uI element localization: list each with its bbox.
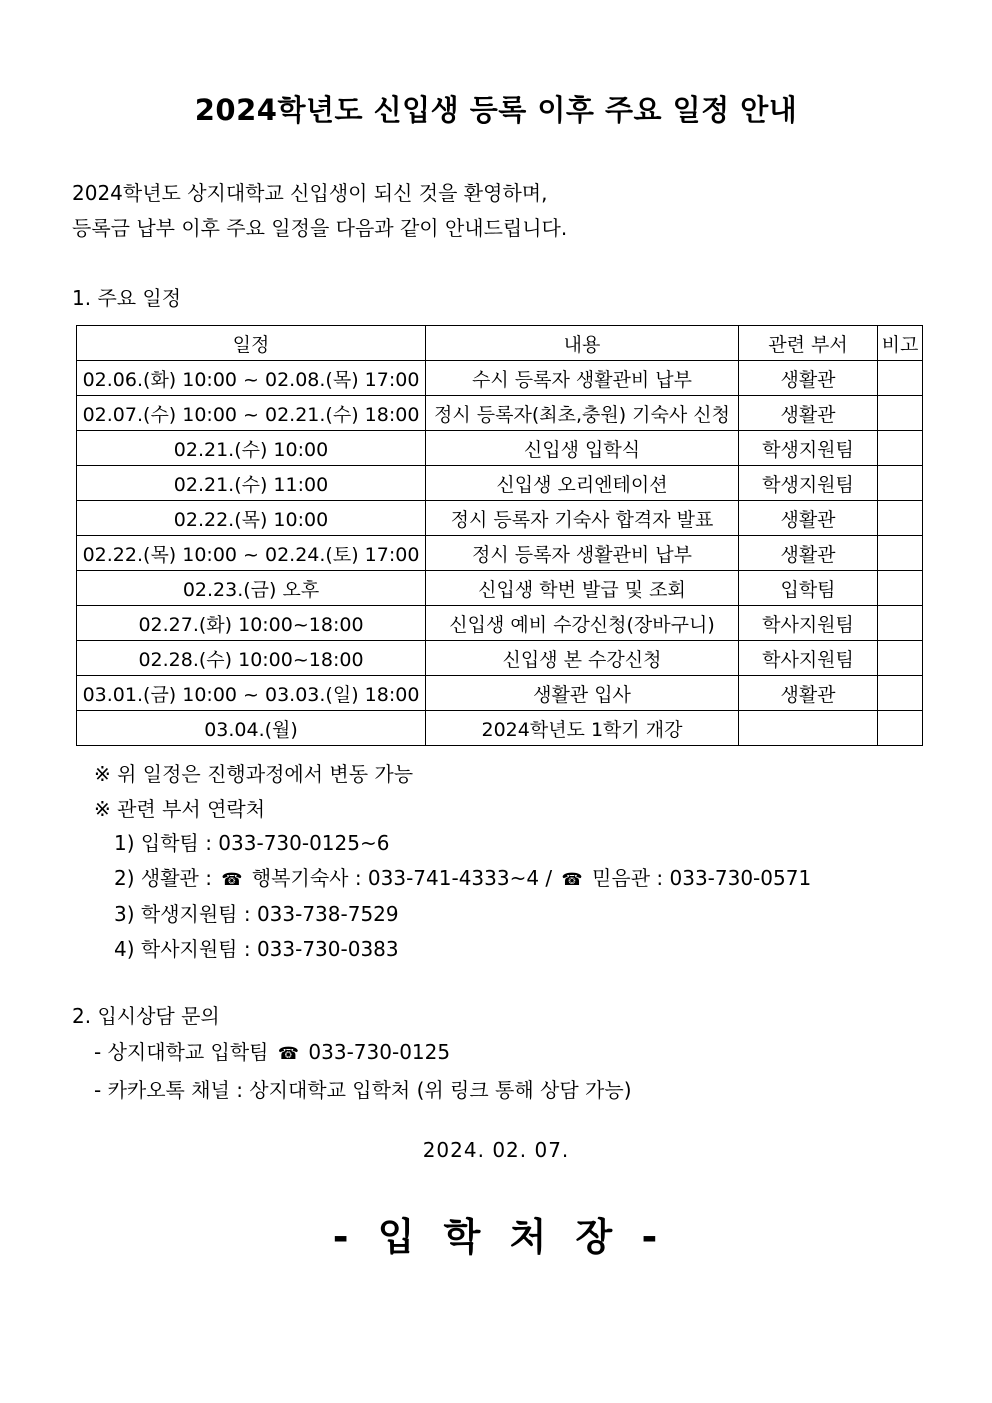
cell-remarks xyxy=(878,641,923,676)
schedule-table xyxy=(76,325,923,746)
cell-schedule: 02.06.(화) 10:00 ~ 02.08.(목) 17:00 xyxy=(77,361,426,396)
cell-content: 신입생 본 수강신청 xyxy=(426,641,739,676)
contact-dormitory-label: 2) 생활관 : xyxy=(114,865,212,890)
signature: - 입 학 처 장 - xyxy=(332,1215,660,1259)
cell-content: 정시 등록자(최초,충원) 기숙사 신청 xyxy=(426,396,739,431)
cell-remarks xyxy=(878,606,923,641)
cell-department: 학생지원팀 xyxy=(739,466,878,501)
cell-remarks xyxy=(878,466,923,501)
section2-heading: 2. 입시상담 문의 xyxy=(72,1004,220,1028)
cell-content: 생활관 입사 xyxy=(426,676,739,711)
table-row xyxy=(77,711,923,746)
cell-remarks xyxy=(878,431,923,466)
phone-icon: ☎ xyxy=(221,869,243,890)
cell-schedule: 03.01.(금) 10:00 ~ 03.03.(일) 18:00 xyxy=(77,676,426,711)
contact-student-support: 3) 학생지원팀 : 033-738-7529 xyxy=(114,902,399,927)
section2-items xyxy=(72,1034,632,1108)
cell-schedule: 02.22.(목) 10:00 ~ 02.24.(토) 17:00 xyxy=(77,536,426,571)
cell-schedule: 02.21.(수) 10:00 xyxy=(77,431,426,466)
phone-icon: ☎ xyxy=(277,1044,300,1064)
cell-department: 학생지원팀 xyxy=(739,431,878,466)
document-date: 2024. 02. 07. xyxy=(422,1138,570,1162)
cell-department: 생활관 xyxy=(739,361,878,396)
contact-dormitory-faith: 믿음관 : 033-730-0571 xyxy=(592,865,812,890)
contact-dormitory-happy: 행복기숙사 : 033-741-4333~4 / xyxy=(251,865,553,890)
consult-admissions xyxy=(94,1034,632,1072)
cell-content: 신입생 예비 수강신청(장바구니) xyxy=(426,606,739,641)
note-contacts-heading: ※ 관련 부서 연락처 xyxy=(94,796,266,821)
table-row xyxy=(77,501,923,536)
cell-remarks xyxy=(878,676,923,711)
cell-content: 2024학년도 1학기 개강 xyxy=(426,711,739,746)
cell-content: 신입생 입학식 xyxy=(426,431,739,466)
table-header-row xyxy=(77,326,923,361)
cell-department: 입학팀 xyxy=(739,571,878,606)
intro-line-1: 2024학년도 상지대학교 신입생이 되신 것을 환영하며, xyxy=(72,181,548,205)
cell-schedule: 02.28.(수) 10:00~18:00 xyxy=(77,641,426,676)
cell-content: 정시 등록자 생활관비 납부 xyxy=(426,536,739,571)
cell-department xyxy=(739,711,878,746)
header-schedule: 일정 xyxy=(77,326,426,361)
consult-admissions-phone: 033-730-0125 xyxy=(308,1040,451,1064)
notes-block xyxy=(94,757,811,967)
cell-schedule: 02.21.(수) 11:00 xyxy=(77,466,426,501)
table-row xyxy=(77,571,923,606)
table-row xyxy=(77,641,923,676)
cell-department: 생활관 xyxy=(739,536,878,571)
intro-paragraph xyxy=(72,176,567,246)
section1-heading: 1. 주요 일정 xyxy=(72,286,182,310)
table-row xyxy=(77,361,923,396)
header-content: 내용 xyxy=(426,326,739,361)
phone-icon: ☎ xyxy=(561,869,583,890)
header-remarks: 비고 xyxy=(878,326,923,361)
cell-department: 생활관 xyxy=(739,676,878,711)
cell-remarks xyxy=(878,361,923,396)
contact-dormitory xyxy=(114,861,811,898)
note-schedule-change: ※ 위 일정은 진행과정에서 변동 가능 xyxy=(94,762,414,786)
cell-schedule: 02.22.(목) 10:00 xyxy=(77,501,426,536)
cell-content: 수시 등록자 생활관비 납부 xyxy=(426,361,739,396)
cell-schedule: 03.04.(월) xyxy=(77,711,426,746)
table-row xyxy=(77,606,923,641)
contact-admissions: 1) 입학팀 : 033-730-0125~6 xyxy=(114,831,390,856)
contacts-list xyxy=(94,826,811,966)
table-row xyxy=(77,536,923,571)
schedule-table-body xyxy=(77,361,923,746)
header-department: 관련 부서 xyxy=(739,326,878,361)
cell-department: 생활관 xyxy=(739,396,878,431)
cell-department: 학사지원팀 xyxy=(739,606,878,641)
section2 xyxy=(72,998,632,1108)
cell-department: 생활관 xyxy=(739,501,878,536)
cell-content: 정시 등록자 기숙사 합격자 발표 xyxy=(426,501,739,536)
table-row xyxy=(77,676,923,711)
cell-remarks xyxy=(878,711,923,746)
cell-content: 신입생 오리엔테이션 xyxy=(426,466,739,501)
cell-remarks xyxy=(878,396,923,431)
table-row xyxy=(77,396,923,431)
contact-academic-support: 4) 학사지원팀 : 033-730-0383 xyxy=(114,936,399,961)
cell-content: 신입생 학번 발급 및 조회 xyxy=(426,571,739,606)
cell-schedule: 02.27.(화) 10:00~18:00 xyxy=(77,606,426,641)
cell-remarks xyxy=(878,571,923,606)
consult-kakao: - 카카오톡 채널 : 상지대학교 입학처 (위 링크 통해 상담 가능) xyxy=(94,1078,632,1102)
table-row xyxy=(77,466,923,501)
cell-schedule: 02.07.(수) 10:00 ~ 02.21.(수) 18:00 xyxy=(77,396,426,431)
cell-remarks xyxy=(878,501,923,536)
document-title: 2024학년도 신입생 등록 이후 주요 일정 안내 xyxy=(194,93,798,127)
cell-remarks xyxy=(878,536,923,571)
cell-schedule: 02.23.(금) 오후 xyxy=(77,571,426,606)
intro-line-2: 등록금 납부 이후 주요 일정을 다음과 같이 안내드립니다. xyxy=(72,216,568,240)
table-row xyxy=(77,431,923,466)
consult-admissions-label: - 상지대학교 입학팀 xyxy=(94,1040,269,1064)
cell-department: 학사지원팀 xyxy=(739,641,878,676)
